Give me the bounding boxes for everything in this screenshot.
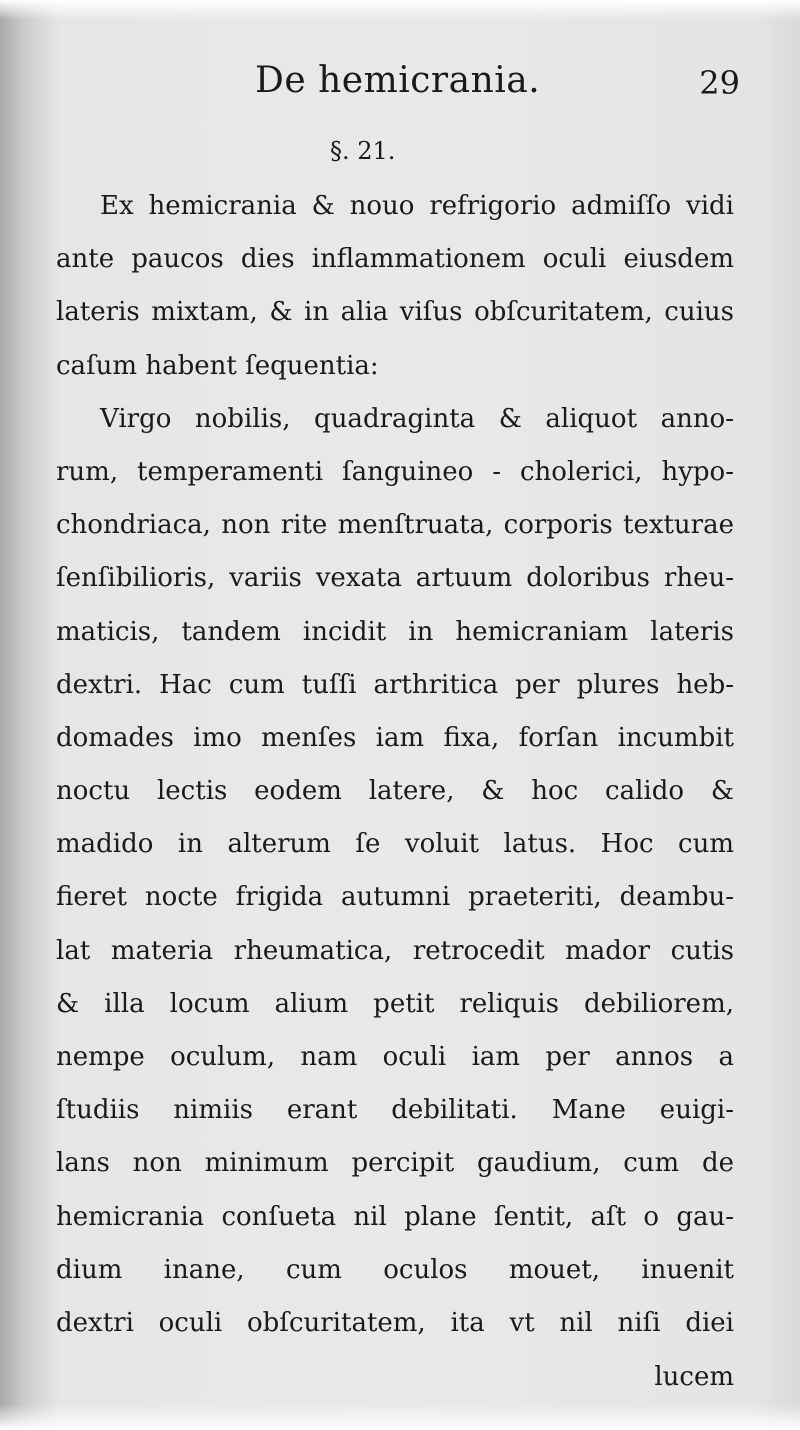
text-line: lateris mixtam, & in alia viſus obſcuritatem, cuius bbox=[56, 297, 734, 328]
text-line: ſtudiis nimiis erant debilitati. Mane euigi- bbox=[56, 1095, 734, 1126]
text-line: & illa locum alium petit reliquis debiliorem, bbox=[56, 988, 734, 1019]
text-line: dium inane, cum oculos mouet, inuenit bbox=[56, 1254, 734, 1285]
text-line: dextri oculi obſcuritatem, ita vt nil niſi diei bbox=[56, 1307, 734, 1338]
page-header bbox=[60, 60, 750, 120]
text-line: noctu lectis eodem latere, & hoc calido & bbox=[56, 776, 734, 807]
text-line: caſum habent ſequentia: bbox=[56, 350, 379, 381]
section-heading: §. 21. bbox=[330, 137, 396, 165]
running-title: De hemicrania. bbox=[255, 60, 541, 101]
text-line: maticis, tandem incidit in hemicraniam lateris bbox=[56, 616, 734, 647]
text-line: hemicrania conſueta nil plane ſentit, aſt o gau- bbox=[56, 1201, 734, 1232]
text-line: nempe oculum, nam oculi iam per annos a bbox=[56, 1042, 734, 1072]
text-line: Ex hemicrania & nouo refrigorio admiſſo vidi bbox=[100, 191, 734, 221]
paragraph-2 bbox=[56, 393, 734, 1350]
text-line: madido in alterum ſe voluit latus. Hoc cum bbox=[56, 829, 734, 860]
text-line: domades imo menſes iam fixa, forſan incumbit bbox=[56, 722, 734, 753]
catchword: lucem bbox=[654, 1362, 734, 1392]
text-line: rum, temperamenti ſanguineo - cholerici, hypo- bbox=[56, 456, 734, 487]
text-line: ſenſibilioris, variis vexata artuum doloribus rheu- bbox=[56, 563, 734, 594]
paragraph-1 bbox=[56, 180, 734, 393]
page-number: 29 bbox=[699, 64, 740, 102]
text-line: Virgo nobilis, quadraginta & aliquot anno- bbox=[100, 403, 734, 434]
text-line: dextri. Hac cum tuſſi arthritica per plures heb- bbox=[56, 669, 734, 700]
text-line: lans non minimum percipit gaudium, cum de bbox=[56, 1148, 734, 1179]
body-text bbox=[56, 180, 734, 1350]
text-line: ante paucos dies inflammationem oculi eiusdem bbox=[56, 244, 734, 275]
text-line: fieret nocte frigida autumni praeteriti, deambu- bbox=[56, 882, 734, 913]
text-line: chondriaca, non rite menſtruata, corporis texturae bbox=[56, 510, 734, 541]
page-bottom-edge bbox=[0, 1404, 800, 1430]
text-line: lat materia rheumatica, retrocedit mador cutis bbox=[56, 935, 734, 966]
